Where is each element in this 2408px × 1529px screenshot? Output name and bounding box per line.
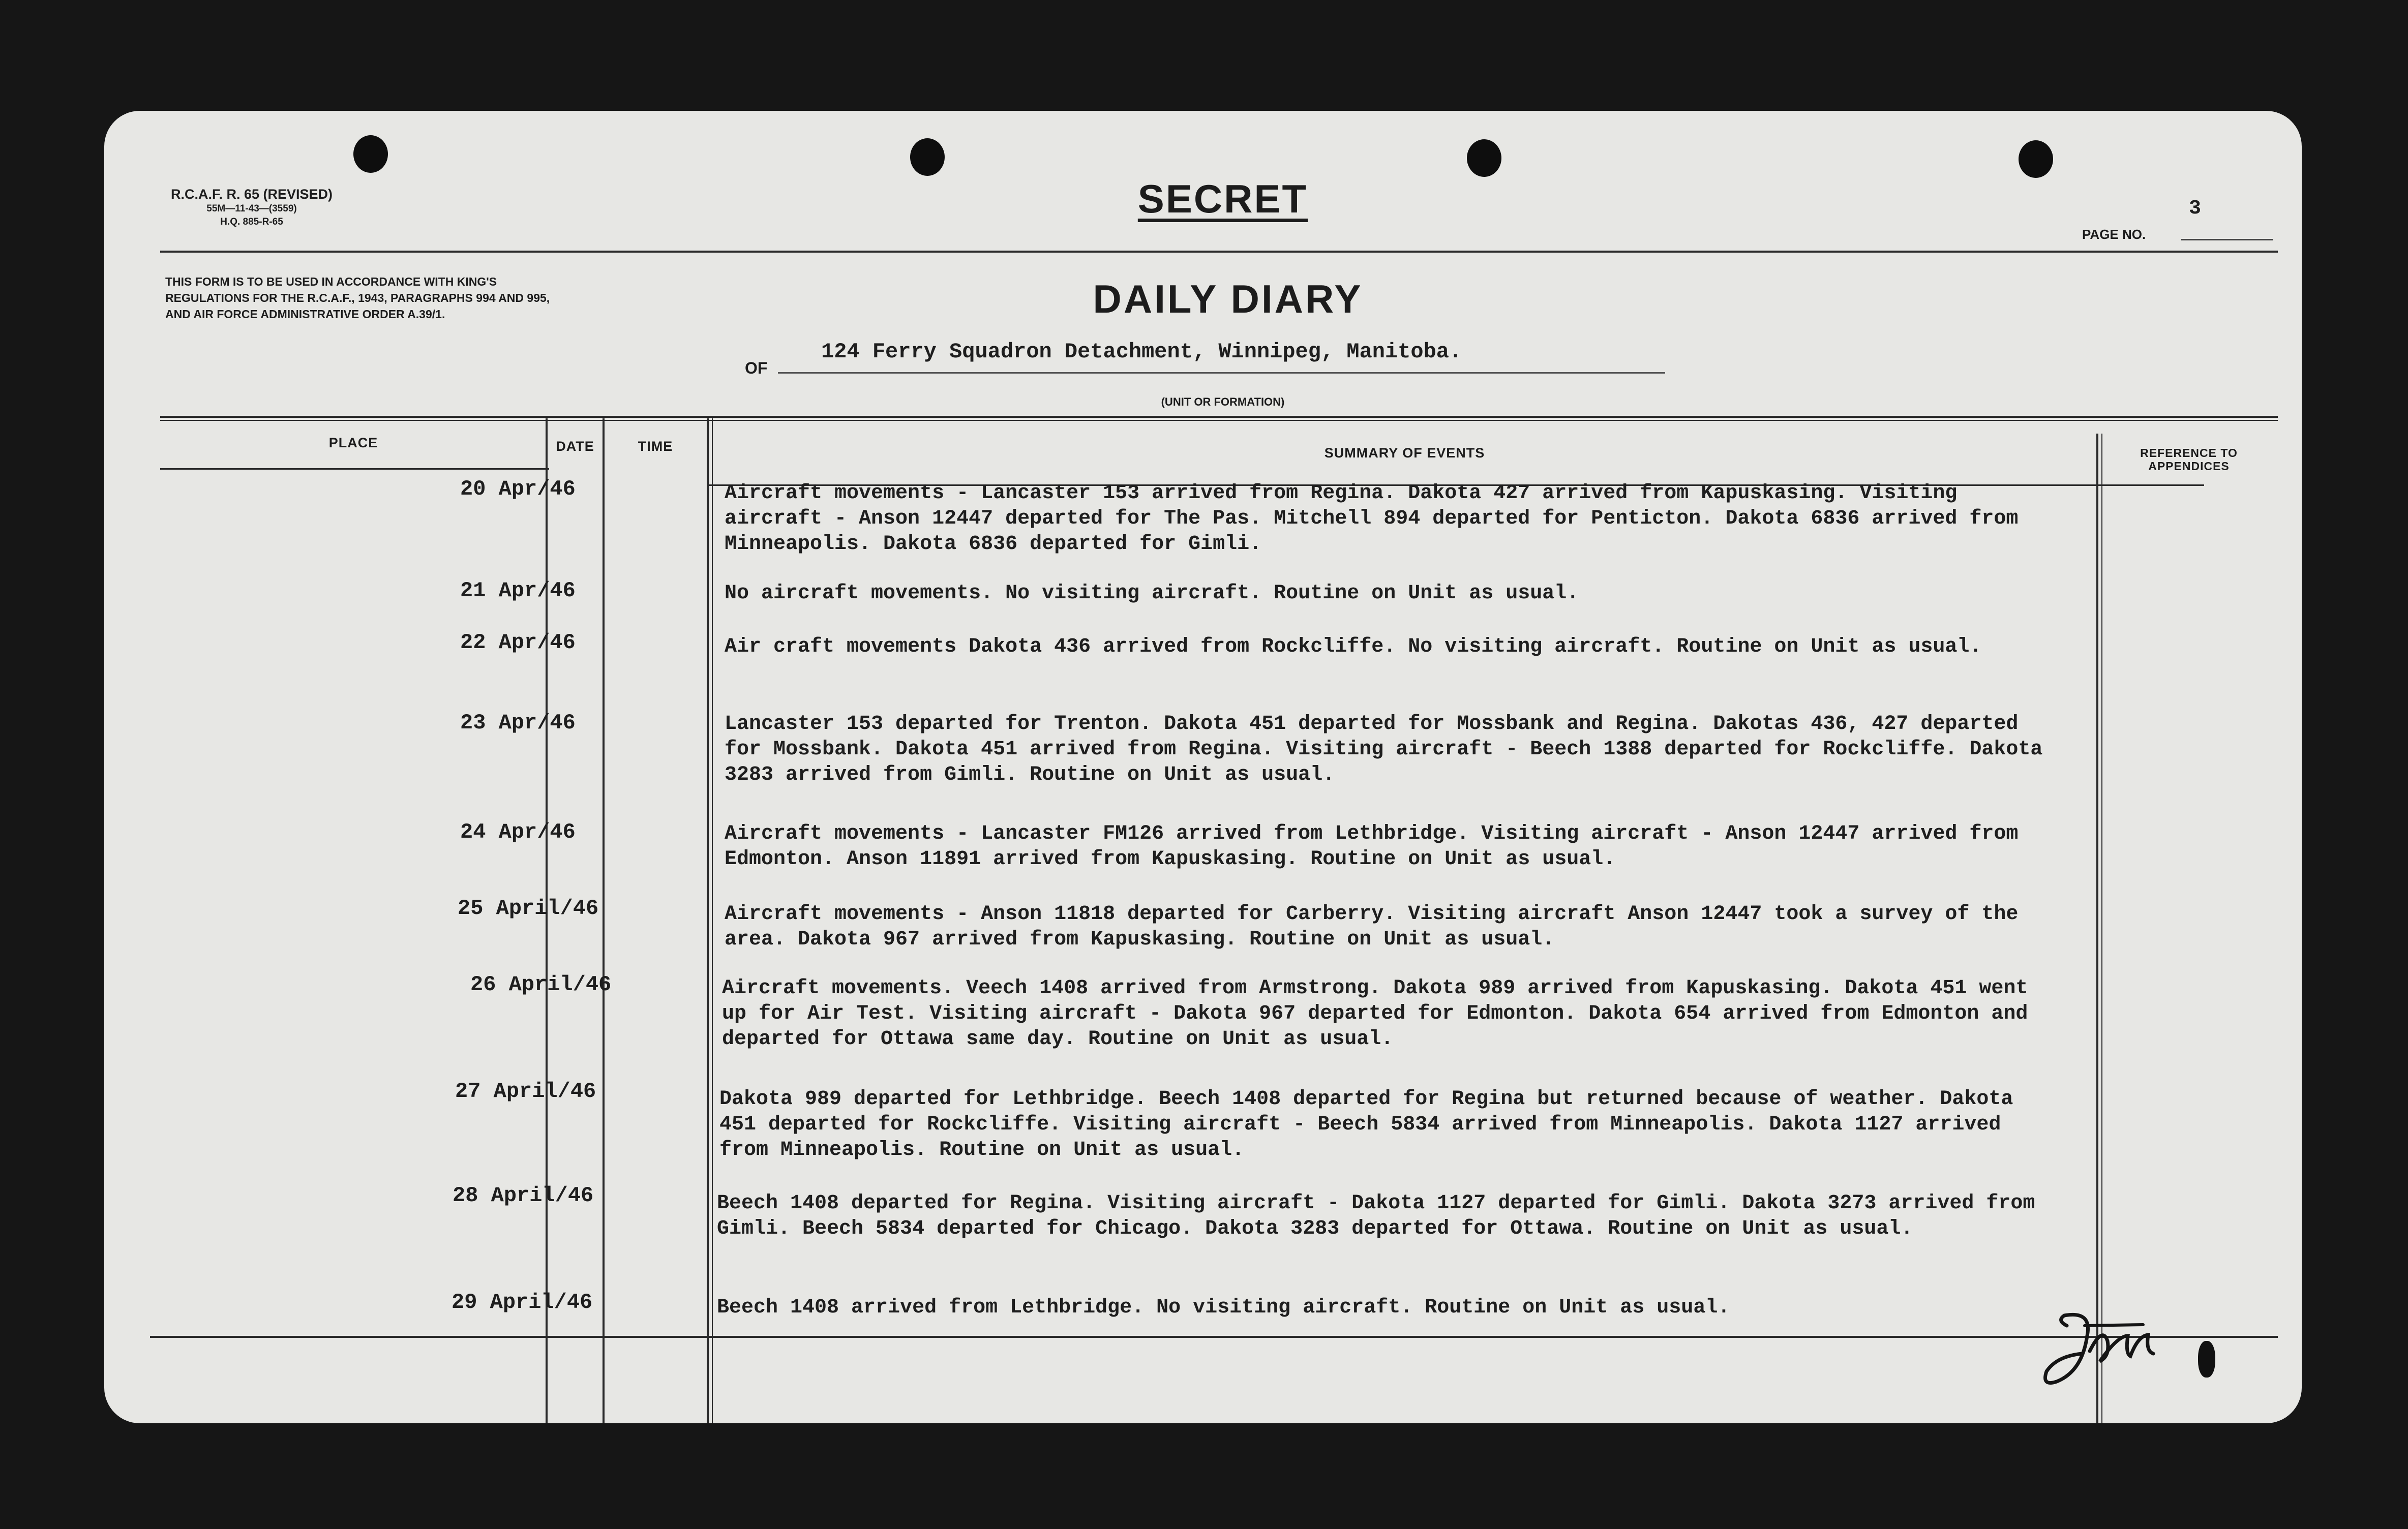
entry-date: 26 April/46 <box>470 972 612 997</box>
diary-title: DAILY DIARY <box>1093 277 1363 321</box>
entry-summary: Lancaster 153 departed for Trenton. Dakota 451 departed for Mossbank and Regina. Dakotas 436, 427 departed for Mossbank. Dakota 451 arrived from Regina. Visiting aircraft - Beech 1388 departed for Rockcliffe. Dakota 3283 arrived from Gimli. Routine on Unit as usual. <box>725 713 2043 786</box>
entry-date: 25 April/46 <box>458 896 599 921</box>
column-header-date: DATE <box>556 439 594 454</box>
col-rule-time-2 <box>712 418 713 1423</box>
of-label: OF <box>745 359 768 377</box>
table-top-rule-2 <box>160 420 2278 421</box>
column-header-summary: SUMMARY OF EVENTS <box>1324 445 1485 461</box>
col-rule-time <box>707 418 709 1423</box>
header-top-rule <box>160 251 2278 253</box>
unit-rule <box>778 372 1665 374</box>
entry-date: 21 Apr/46 <box>460 578 576 603</box>
column-header-reference: REFERENCE TO APPENDICES <box>2140 446 2238 473</box>
unit-name: 124 Ferry Squadron Detachment, Winnipeg, Manitoba. <box>821 340 1462 364</box>
column-header-time: TIME <box>638 439 673 454</box>
form-code-line2: 55M—11-43—(3559) <box>206 203 297 214</box>
binder-hole <box>2019 140 2053 178</box>
entry-summary: Dakota 989 departed for Lethbridge. Beech 1408 departed for Regina but returned because of weather. Dakota 451 departed for Rockcliffe. Visiting aircraft - Beech 5834 arrived from Minneapolis. Dakota 1127 arrived from Minneapolis. Routine on Unit as usual. <box>719 1088 2013 1161</box>
entry-summary: Aircraft movements - Lancaster 153 arrived from Regina. Dakota 427 arrived from Kapuskasing. Visiting aircraft - Anson 12447 departed for The Pas. Mitchell 894 departed for Penticton. Dakota 6836 arrived from Minneapolis. Dakota 6836 departed for Gimli. <box>725 482 2019 556</box>
form-code <box>165 186 338 229</box>
entry-summary: Aircraft movements - Lancaster FM126 arrived from Lethbridge. Visiting aircraft - Anson 12447 arrived from Edmonton. Anson 11891 arrived from Kapuskasing. Routine on Unit as usual. <box>725 822 2019 871</box>
entry-summary: Beech 1408 departed for Regina. Visiting aircraft - Dakota 1127 departed for Gimli. Dakota 3273 arrived from Gimli. Beech 5834 departed for Chicago. Dakota 3283 departed for Ottawa. Routine on Unit as usual. <box>717 1192 2035 1240</box>
diary-sheet <box>104 111 2302 1423</box>
page-number-rule <box>2181 239 2273 240</box>
page-number: 3 <box>2189 197 2202 220</box>
table-top-rule <box>160 416 2278 418</box>
page-label: PAGE NO. <box>2082 227 2146 242</box>
col-rule-summary-2 <box>2101 434 2102 1423</box>
entry-summary: No aircraft movements. No visiting aircraft. Routine on Unit as usual. <box>725 582 1579 605</box>
binder-hole <box>353 135 388 173</box>
entry-date: 23 Apr/46 <box>460 711 576 735</box>
entry-date: 24 Apr/46 <box>460 820 576 844</box>
entry-date: 28 April/46 <box>453 1183 594 1208</box>
form-instruction: THIS FORM IS TO BE USED IN ACCORDANCE WITH KING'S REGULATIONS FOR THE R.C.A.F., 1943, PARAGRAPHS 994 AND 995, AND AIR FORCE ADMINISTRATIVE ORDER A.39/1. <box>165 275 550 321</box>
entry-summary: Aircraft movements - Anson 11818 departed for Carberry. Visiting aircraft Anson 12447 took a survey of the area. Dakota 967 arrived from Kapuskasing. Routine on Unit as usual. <box>725 903 2019 951</box>
ink-blot <box>2198 1341 2215 1378</box>
col-rule-place <box>546 418 548 1423</box>
form-code-line3: H.Q. 885-R-65 <box>220 217 283 227</box>
entry-summary: Aircraft movements. Veech 1408 arrived from Armstrong. Dakota 989 arrived from Kapuskasing. Dakota 451 went up for Air Test. Visiting aircraft - Dakota 967 departed for Edmonton. Dakota 654 arrived from Edmonton and departed for Ottawa same day. Routine on Unit as usual. <box>722 977 2028 1051</box>
place-head-rule <box>160 468 549 470</box>
table-bottom-rule <box>150 1336 2278 1338</box>
entry-date: 27 April/46 <box>455 1079 596 1104</box>
col-rule-date <box>603 418 605 1423</box>
entry-summary: Air craft movements Dakota 436 arrived from Rockcliffe. No visiting aircraft. Routine on Unit as usual. <box>725 635 1982 658</box>
binder-hole <box>1467 139 1501 177</box>
signature-initials <box>2036 1305 2169 1397</box>
column-header-place: PLACE <box>328 435 378 450</box>
binder-hole <box>910 138 945 176</box>
form-code-line1: R.C.A.F. R. 65 (REVISED) <box>170 187 333 202</box>
entry-date: 22 Apr/46 <box>460 630 576 655</box>
unit-caption: (UNIT OR FORMATION) <box>1161 395 1285 408</box>
entry-date: 20 Apr/46 <box>460 477 576 501</box>
entry-date: 29 April/46 <box>452 1290 593 1314</box>
entry-summary: Beech 1408 arrived from Lethbridge. No visiting aircraft. Routine on Unit as usual. <box>717 1296 1730 1319</box>
classification-stamp: SECRET <box>1137 176 1308 221</box>
col-rule-summary <box>2096 434 2098 1423</box>
